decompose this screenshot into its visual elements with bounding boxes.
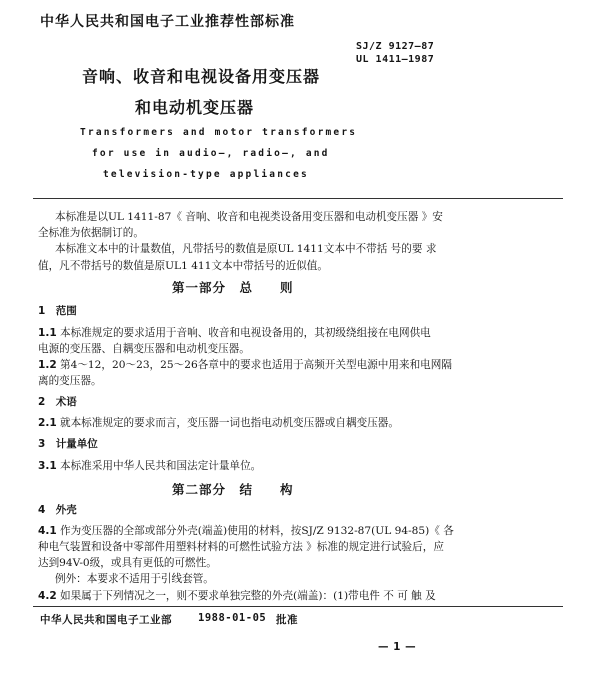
clause-3-1-line1: 本标准采用中华人民共和国法定计量单位。 bbox=[60, 460, 262, 472]
clause-1-2-line2: 离的变压器。 bbox=[38, 375, 102, 387]
intro-paragraph1-line2: 全标准为依据制订的。 bbox=[38, 227, 144, 239]
clause-1-1-line2: 电源的变压器、自耦变压器和电动机变压器。 bbox=[38, 343, 250, 355]
part2-heading: 第二部分 结 构 bbox=[172, 482, 294, 497]
standard-code: SJ/Z 9127—87 bbox=[356, 41, 435, 52]
clause-1-2-line1: 第4～12，20～23，25～26各章中的要求也适用于高频开关型电源中用来和电网隔 bbox=[60, 359, 452, 371]
section2-heading: 2 术语 bbox=[38, 396, 77, 408]
clause-4-1-number: 4.1 bbox=[38, 525, 57, 537]
clause-4-2-line1: 如果属于下列情况之一，则不要求单独完整的外壳(端盖)：(1)带电件 不 可 触 及 bbox=[60, 590, 436, 602]
approval-label: 批准 bbox=[276, 614, 298, 626]
clause-2-1-line1: 就本标准规定的要求而言，变压器一词也指电动机变压器或自耦变压器。 bbox=[60, 417, 399, 429]
section4-heading: 4 外壳 bbox=[38, 504, 77, 516]
clause-3-1-number: 3.1 bbox=[38, 460, 57, 472]
intro-paragraph2-line2: 值，凡不带括号的数值是原UL1 411文本中带括号的近似值。 bbox=[38, 260, 328, 272]
english-title-line2: for use in audio—, radio—, and bbox=[92, 148, 330, 159]
clause-2-1-number: 2.1 bbox=[38, 417, 57, 429]
document-title-line1: 音响、收音和电视设备用变压器 bbox=[82, 67, 321, 86]
clause-4-1-line2: 种电气装置和设备中零部件用塑料材料的可燃性试验方法 》标准的规定进行试验后，应 bbox=[38, 541, 444, 553]
clause-4-1-line1: 作为变压器的全部或部分外壳(端盖)使用的材料，按SJ/Z 9132-87(UL 94-85)《 各 bbox=[60, 525, 454, 537]
footer-divider bbox=[33, 606, 563, 607]
page-number: — 1 — bbox=[378, 641, 417, 653]
clause-1-1-line1: 本标准规定的要求适用于音响、收音和电视设备用的，其初级绕组接在电网供电 bbox=[60, 327, 431, 339]
approval-date: 1988-01-05 bbox=[198, 612, 267, 624]
ul-code: UL 1411—1987 bbox=[356, 54, 435, 65]
part1-heading: 第一部分 总 则 bbox=[172, 280, 294, 295]
clause-4-1-line3: 达到94V-0级，或具有更低的可燃性。 bbox=[38, 557, 217, 569]
clause-1-2-number: 1.2 bbox=[38, 359, 57, 371]
section1-heading: 1 范围 bbox=[38, 305, 77, 317]
english-title-line3: television-type appliances bbox=[103, 169, 309, 180]
section3-heading: 3 计量单位 bbox=[38, 438, 98, 450]
english-title-line1: Transformers and motor transformers bbox=[80, 127, 358, 138]
clause-1-1-number: 1.1 bbox=[38, 327, 57, 339]
clause-4-1-exception: 例外：本要求不适用于引线套管。 bbox=[55, 573, 214, 585]
intro-paragraph1-line1: 本标准是以UL 1411-87《 音响、收音和电视类设备用变压器和电动机变压器 》安 bbox=[55, 211, 443, 223]
document-title-line2: 和电动机变压器 bbox=[135, 98, 255, 117]
top-divider bbox=[33, 198, 563, 199]
intro-paragraph2-line1: 本标准文本中的计量数值，凡带括号的数值是原UL 1411文本中不带括 号的要 求 bbox=[55, 243, 437, 255]
clause-4-2-number: 4.2 bbox=[38, 590, 57, 602]
standard-category-header: 中华人民共和国电子工业推荐性部标准 bbox=[40, 14, 295, 30]
issuing-ministry: 中华人民共和国电子工业部 bbox=[40, 614, 172, 626]
